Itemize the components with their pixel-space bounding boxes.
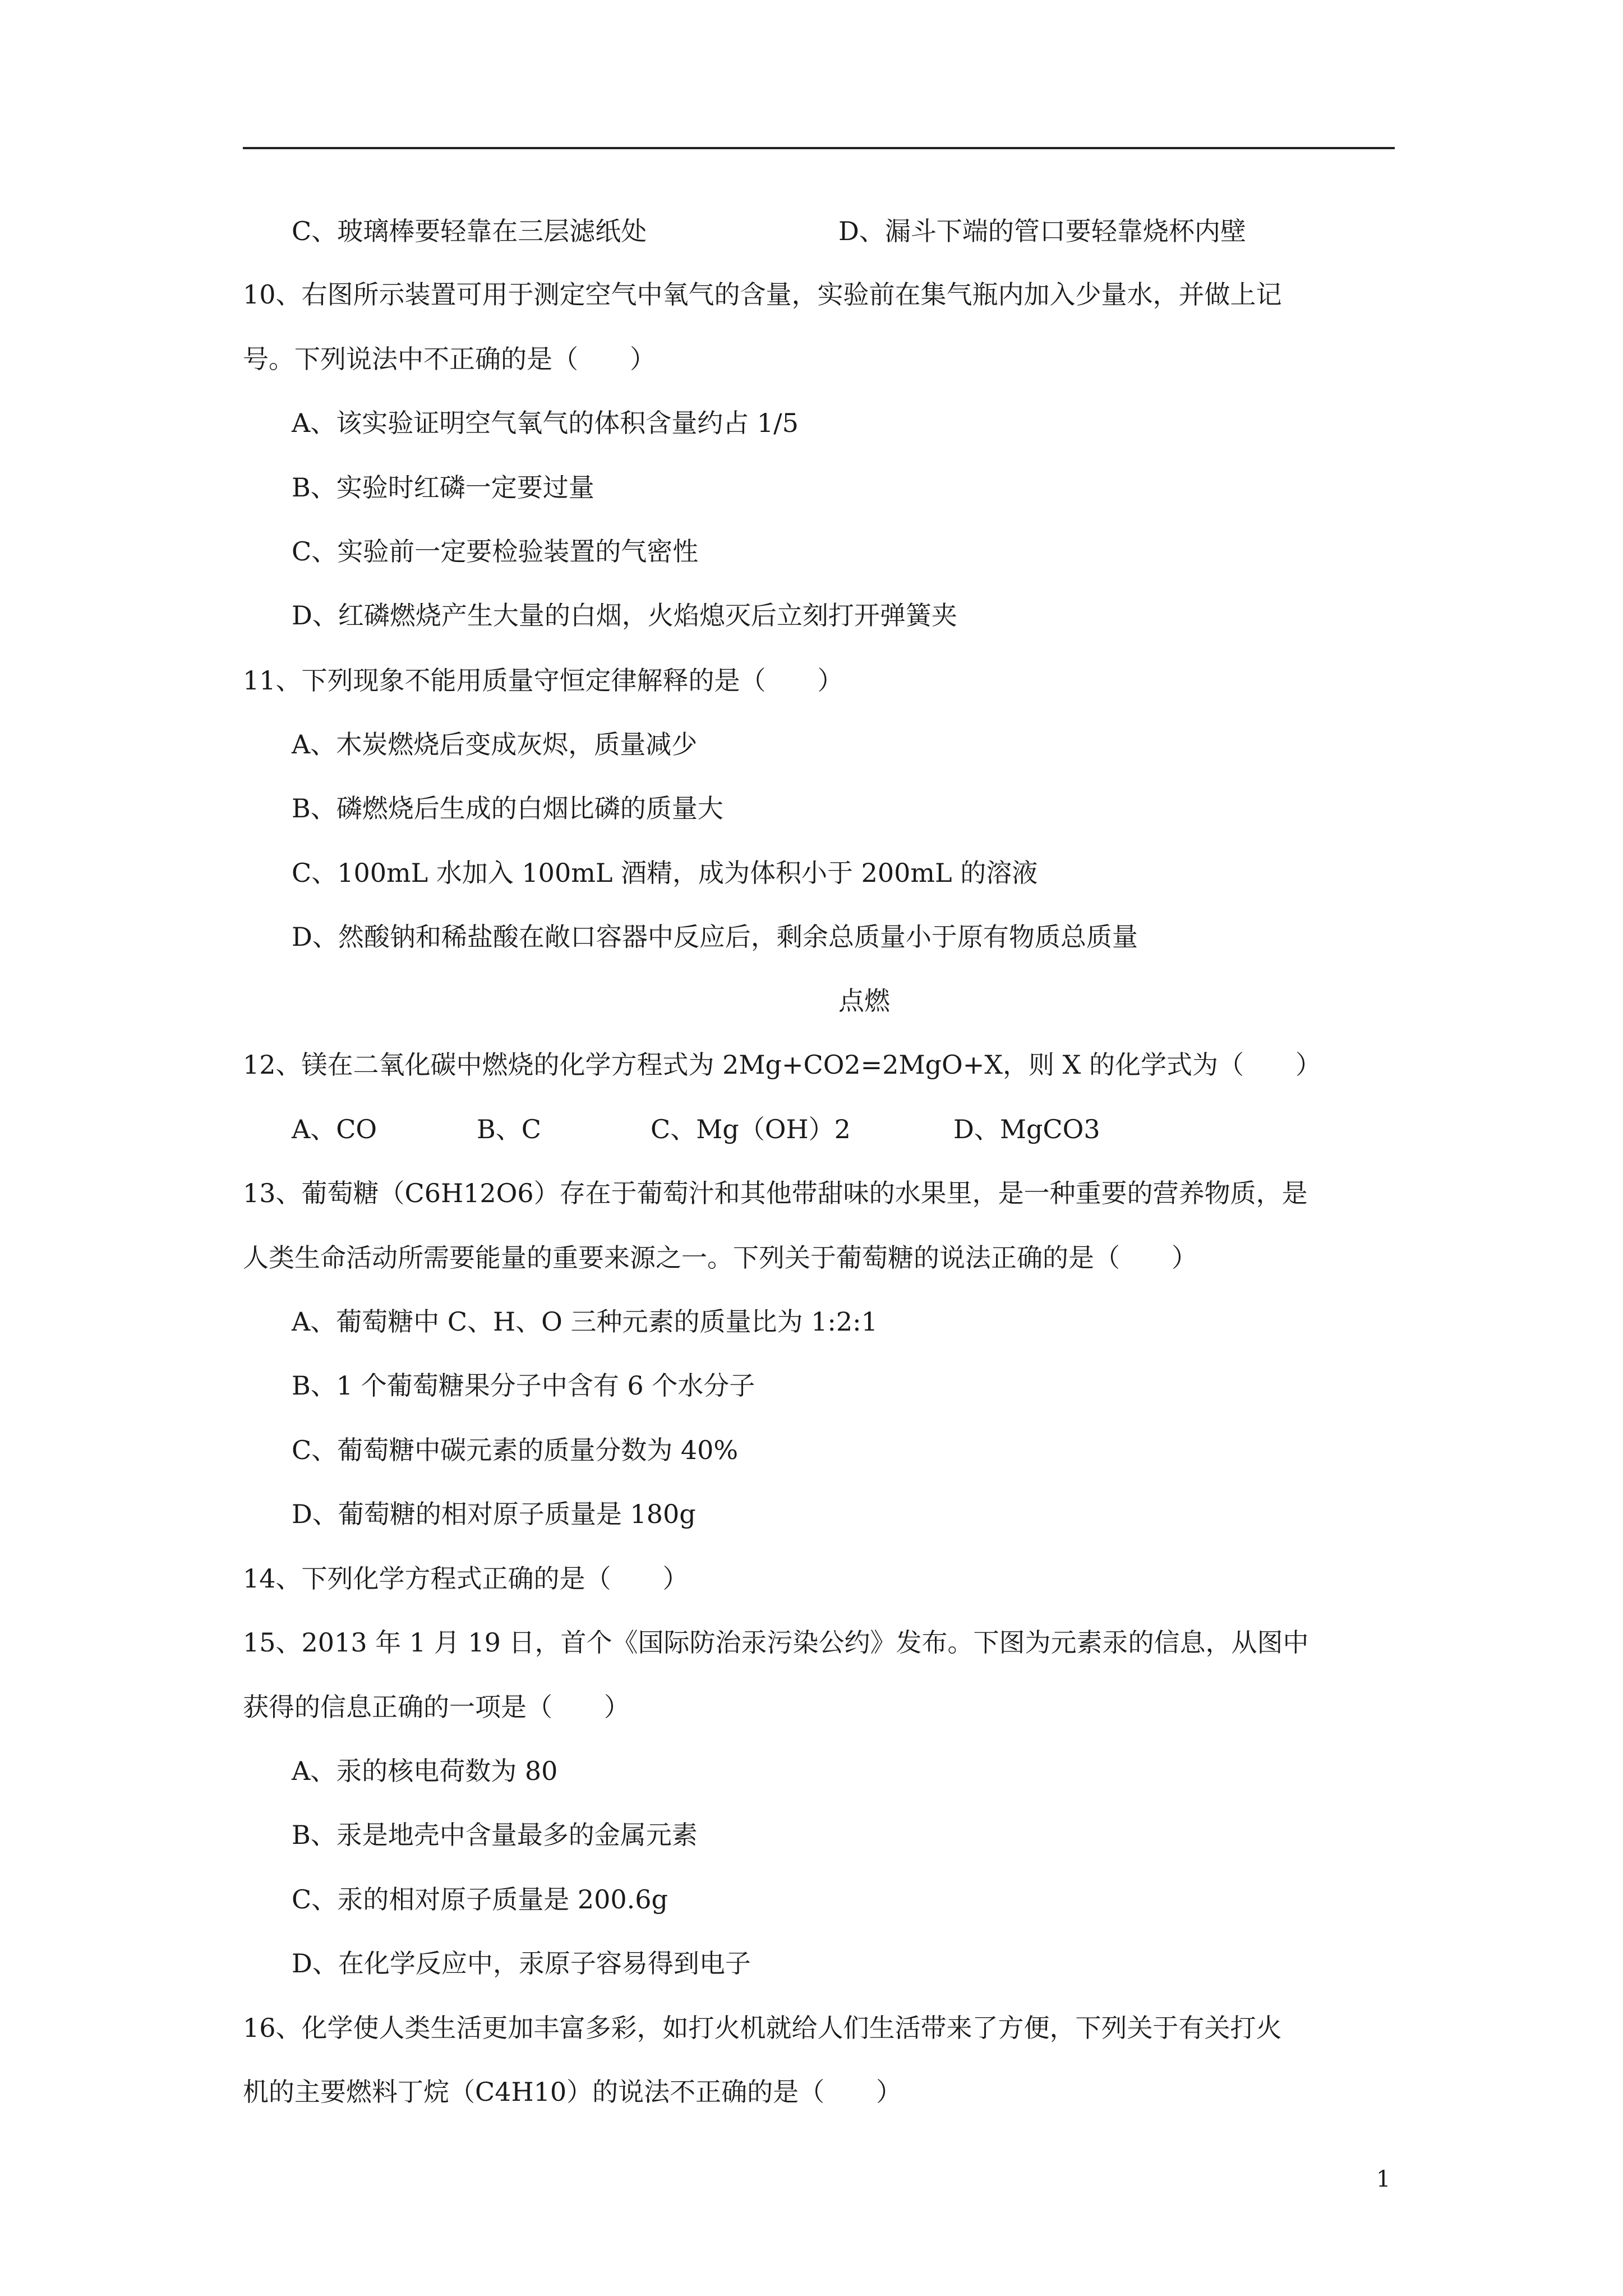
q11-option-d: D、然酸钠和稀盐酸在敞口容器中反应后，剩余总质量小于原有物质总质量 xyxy=(292,922,1138,952)
header-rule xyxy=(243,147,1395,149)
q10-option-c: C、实验前一定要检验装置的气密性 xyxy=(292,536,699,567)
q10-option-a: A、该实验证明空气氧气的体积含量约占 1/5 xyxy=(292,408,799,438)
q15-option-b: B、汞是地壳中含量最多的金属元素 xyxy=(292,1820,698,1850)
q13-option-b: B、1 个葡萄糖果分子中含有 6 个水分子 xyxy=(292,1370,755,1401)
q15-option-d: D、在化学反应中，汞原子容易得到电子 xyxy=(292,1948,751,1978)
q12-option-c: C、Mg（OH）2 xyxy=(651,1114,851,1144)
q10-option-b: B、实验时红磷一定要过量 xyxy=(292,472,594,503)
q12-option-d: D、MgCO3 xyxy=(953,1114,1100,1144)
q12-option-b: B、C xyxy=(477,1114,541,1144)
q11-option-b: B、磷燃烧后生成的白烟比磷的质量大 xyxy=(292,793,723,823)
q13-stem-line1: 13、葡萄糖（C6H12O6）存在于葡萄汁和其他带甜味的水果里，是一种重要的营养物质，是 xyxy=(243,1178,1308,1208)
q13-option-d: D、葡萄糖的相对原子质量是 180g xyxy=(292,1499,696,1529)
q16-stem-line2: 机的主要燃料丁烷（C4H10）的说法不正确的是（ ） xyxy=(243,2077,902,2107)
q11-option-a: A、木炭燃烧后变成灰烬，质量减少 xyxy=(292,729,698,760)
q10-stem-line2: 号。下列说法中不正确的是（ ） xyxy=(243,344,656,374)
q15-stem-line2: 获得的信息正确的一项是（ ） xyxy=(243,1692,630,1722)
q13-option-a: A、葡萄糖中 C、H、O 三种元素的质量比为 1:2:1 xyxy=(292,1306,878,1337)
q9-option-d: D、漏斗下端的管口要轻靠烧杯内壁 xyxy=(838,216,1246,246)
q10-stem-line1: 10、右图所示装置可用于测定空气中氧气的含量，实验前在集气瓶内加入少量水，并做上记 xyxy=(243,279,1282,310)
q12-option-a: A、CO xyxy=(292,1114,377,1144)
q13-stem-line2: 人类生命活动所需要能量的重要来源之一。下列关于葡萄糖的说法正确的是（ ） xyxy=(243,1243,1197,1273)
q12-stem: 12、镁在二氧化碳中燃烧的化学方程式为 2Mg+CO2=2MgO+X，则 X 的化学式为（ ） xyxy=(243,1050,1322,1080)
q15-stem-line1: 15、2013 年 1 月 19 日，首个《国际防治汞污染公约》发布。下图为元素汞的信息，从图中 xyxy=(243,1627,1309,1658)
q15-option-a: A、汞的核电荷数为 80 xyxy=(292,1756,558,1786)
q13-option-c: C、葡萄糖中碳元素的质量分数为 40% xyxy=(292,1435,739,1465)
q9-option-c: C、玻璃棒要轻靠在三层滤纸处 xyxy=(292,216,647,246)
q11-option-c: C、100mL 水加入 100mL 酒精，成为体积小于 200mL 的溶液 xyxy=(292,858,1038,888)
q16-stem-line1: 16、化学使人类生活更加丰富多彩，如打火机就给人们生活带来了方便，下列关于有关打火 xyxy=(243,2013,1282,2043)
page-number: 1 xyxy=(1376,2166,1391,2192)
q15-option-c: C、汞的相对原子质量是 200.6g xyxy=(292,1884,668,1915)
q11-stem: 11、下列现象不能用质量守恒定律解释的是（ ） xyxy=(243,665,843,696)
q14-stem: 14、下列化学方程式正确的是（ ） xyxy=(243,1563,689,1594)
q10-option-d: D、红磷燃烧产生大量的白烟，火焰熄灭后立刻打开弹簧夹 xyxy=(292,600,957,631)
q12-reaction-condition: 点燃 xyxy=(838,986,890,1016)
